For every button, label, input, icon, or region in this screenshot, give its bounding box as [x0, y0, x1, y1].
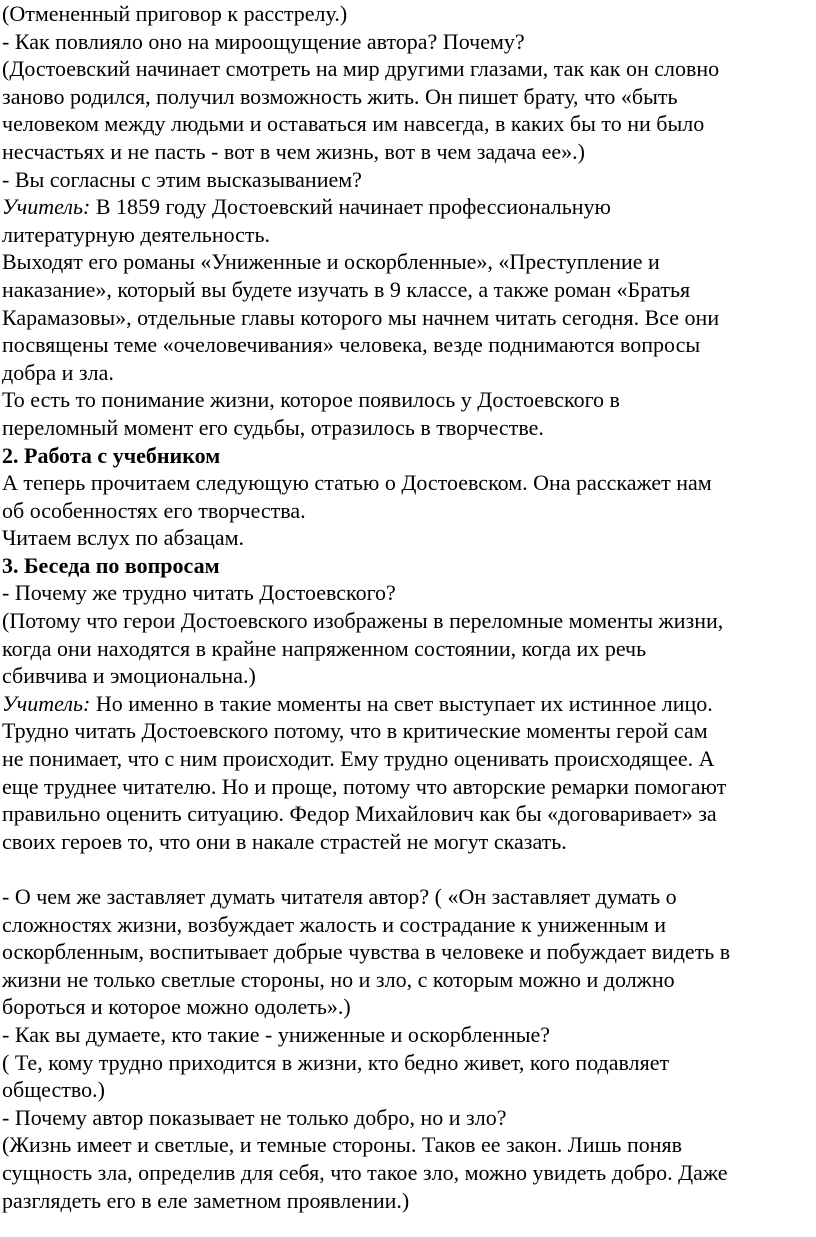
text-line: человеком между людьми и оставаться им навсегда, в каких бы то ни было: [2, 111, 705, 137]
teacher-line: [2, 690, 814, 718]
question-line: - Вы согласны с этим высказыванием?: [2, 166, 362, 192]
teacher-line: [2, 193, 814, 221]
teacher-text: Но именно в такие моменты на свет выступает их истинное лицо.: [90, 690, 713, 716]
text-line: сущность зла, определив для себя, что такое зло, можно увидеть добро. Даже: [2, 1159, 728, 1185]
text-line: еще труднее читателю. Но и проще, потому что авторские ремарки помогают: [2, 773, 727, 799]
text-line: жизни не только светлые стороны, но и зло, с которым можно и должно: [2, 966, 675, 992]
text-line: заново родился, получил возможность жить. Он пишет брату, что «быть: [2, 83, 678, 109]
text-line: правильно оценить ситуацию. Федор Михайлович как бы «договаривает» за: [2, 801, 717, 827]
text-line: когда они находятся в крайне напряженном состоянии, когда их речь: [2, 635, 647, 661]
text-line: Карамазовы», отдельные главы которого мы начнем читать сегодня. Все они: [2, 304, 720, 330]
text-line: своих героев то, что они в накале страстей не могут сказать.: [2, 828, 567, 854]
section-heading: 3. Беседа по вопросам: [2, 552, 220, 578]
text-line: А теперь прочитаем следующую статью о Достоевском. Она расскажет нам: [2, 470, 712, 496]
question-line: - Как вы думаете, кто такие - униженные и оскорбленные?: [2, 1021, 551, 1047]
question-line: - Почему автор показывает не только добро, но и зло?: [2, 1104, 507, 1130]
text-line: литературную деятельность.: [2, 221, 271, 247]
text-line: общество.): [2, 1077, 105, 1103]
teacher-label: Учитель:: [2, 690, 91, 716]
text-line: несчастьях и не пасть - вот в чем жизнь, вот в чем задача ее».): [2, 138, 585, 164]
question-line: - Как повлияло оно на мироощущение автора? Почему?: [2, 28, 525, 54]
text-line: То есть то понимание жизни, которое появилось у Достоевского в: [2, 387, 620, 413]
section-heading: 2. Работа с учебником: [2, 442, 221, 468]
text-line: посвящены теме «очеловечивания» человека, везде поднимаются вопросы: [2, 332, 701, 358]
text-line: сложностях жизни, возбуждает жалость и сострадание к униженным и: [2, 911, 666, 937]
text-line: добра и зла.: [2, 359, 114, 385]
question-line: - О чем же заставляет думать читателя автор? ( «Он заставляет думать о: [2, 884, 677, 909]
text-line: сбивчива и эмоциональна.): [2, 663, 256, 689]
text-line: ( Те, кому трудно приходится в жизни, кто бедно живет, кого подавляет: [2, 1049, 670, 1075]
teacher-text: В 1859 году Достоевский начинает профессиональную: [90, 194, 611, 220]
text-line: переломный момент его судьбы, отразилось в творчестве.: [2, 414, 544, 440]
text-line: об особенностях его творчества.: [2, 497, 306, 523]
text-line: (Достоевский начинает смотреть на мир другими глазами, так как он словно: [2, 56, 720, 82]
blank-line: [2, 855, 814, 883]
document-page: [2, 0, 814, 1214]
text-line: бороться и которое можно одолеть».): [2, 994, 351, 1020]
text-line: оскорбленным, воспитывает добрые чувства в человеке и побуждает видеть в: [2, 939, 731, 965]
text-line: Трудно читать Достоевского потому, что в критические моменты герой сам: [2, 718, 708, 744]
text-line: (Жизнь имеет и светлые, и темные стороны. Таков ее закон. Лишь поняв: [2, 1132, 683, 1158]
question-line: - Почему же трудно читать Достоевского?: [2, 580, 396, 606]
text-line: не понимает, что с ним происходит. Ему трудно оценивать происходящее. А: [2, 746, 715, 772]
text-line: разглядеть его в еле заметном проявлении.): [2, 1187, 410, 1213]
teacher-label: Учитель:: [2, 194, 91, 220]
text-line: Выходят его романы «Униженные и оскорбленные», «Преступление и: [2, 249, 660, 275]
text-line: (Отмененный приговор к расстрелу.): [2, 1, 348, 26]
text-line: Читаем вслух по абзацам.: [2, 525, 245, 551]
text-line: (Потому что герои Достоевского изображены в переломные моменты жизни,: [2, 608, 724, 634]
text-line: наказание», который вы будете изучать в 9 классе, а также роман «Братья: [2, 276, 691, 302]
